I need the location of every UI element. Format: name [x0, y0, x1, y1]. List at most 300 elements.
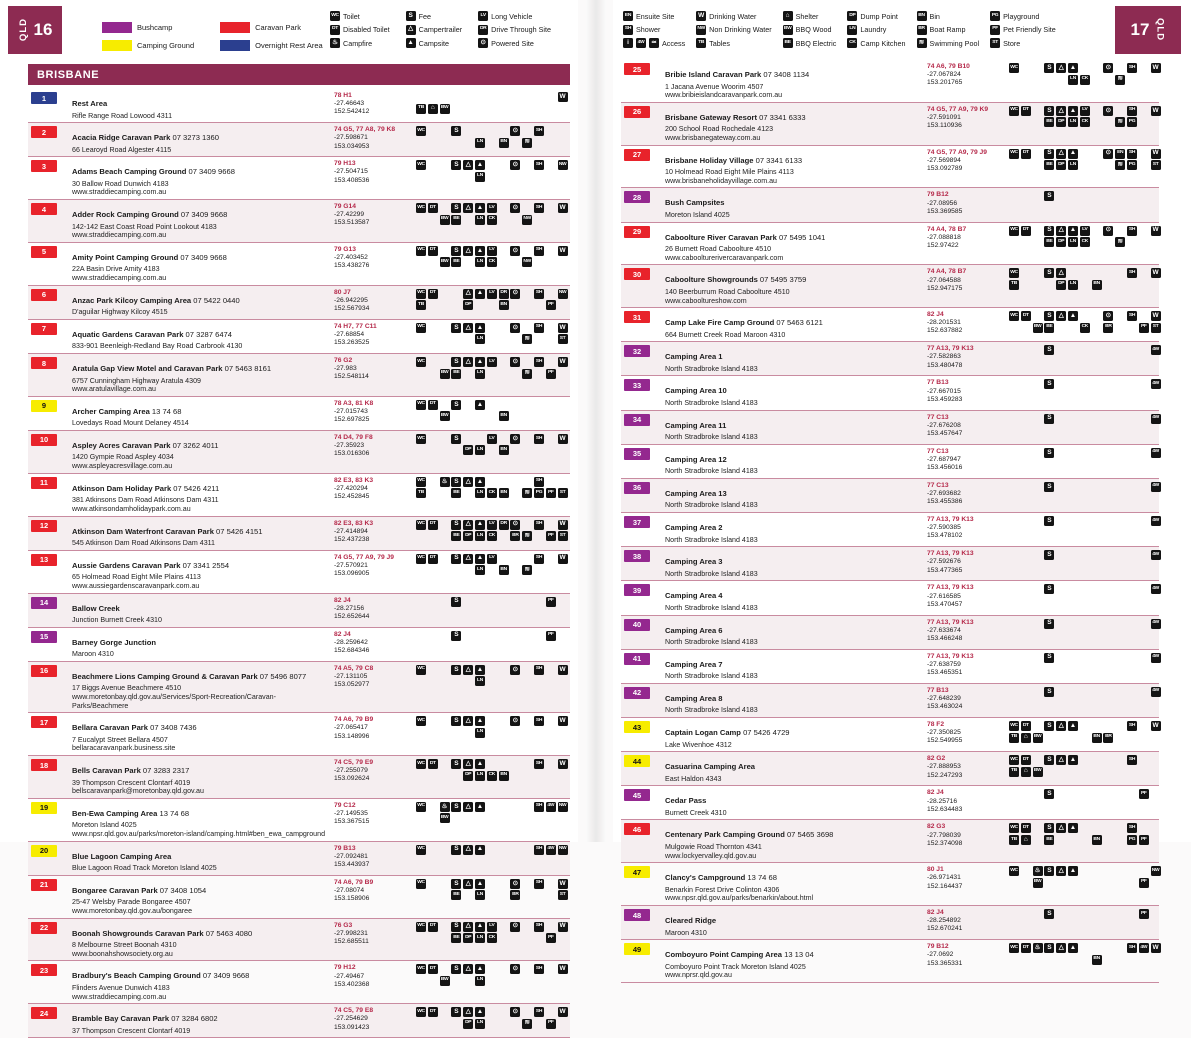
store-icon: ST	[558, 531, 568, 541]
entry-website: www.brisbaneholidayvillage.com.au	[665, 176, 777, 185]
entry-info	[72, 202, 330, 240]
entry-number-badge: 40	[624, 619, 650, 631]
long-vehicle-icon: LV	[487, 520, 497, 530]
toilet-icon: WC	[1009, 823, 1019, 833]
toilet-icon: WC	[416, 922, 426, 932]
swimming-pool-icon: ≋	[522, 138, 532, 148]
entry-longitude: 152.247293	[927, 771, 963, 779]
non-drinking-water-icon: NW	[558, 160, 568, 170]
playground-icon: PG	[1127, 835, 1137, 845]
entry-name-line	[72, 759, 330, 779]
entry-ref	[334, 91, 412, 117]
entry-info	[72, 1006, 330, 1035]
toilet-icon: WC	[416, 160, 426, 170]
disabled-toilet-icon: DT	[428, 246, 438, 256]
entry-address: Lake Wivenhoe 4312	[665, 740, 732, 749]
entry-facility-icons	[1009, 190, 1159, 219]
entry-mapref: 78 F2	[927, 721, 945, 729]
entry-name: Camp Lake Fire Camp Ground	[665, 318, 775, 328]
bbq-electric-icon: BE	[783, 38, 793, 48]
entry-address: Lovedays Road Mount Delaney 4514	[72, 419, 189, 428]
entry-name-line	[72, 323, 330, 343]
entry-ref	[334, 356, 412, 382]
laundry-icon: LN	[475, 257, 485, 267]
entry-facility-icons	[1009, 583, 1159, 612]
entry-ref	[334, 288, 412, 314]
powered-icon: ⊙	[510, 203, 520, 213]
caravan-color-chip	[220, 22, 250, 33]
pet-friendly-icon: PF	[546, 531, 556, 541]
fee-icon: S	[451, 434, 461, 444]
powered-icon: ⊙	[510, 665, 520, 675]
drinking-water-icon: W	[1151, 721, 1161, 731]
toilet-icon: WC	[1009, 63, 1019, 73]
powered-icon: ⊙	[478, 38, 488, 48]
legend-color-item	[220, 21, 323, 34]
entry-ref	[334, 245, 412, 271]
entry-address: Mulgowie Road Thornton 4341	[665, 843, 762, 851]
entry-address: North Stradbroke Island 4183	[665, 569, 758, 578]
disabled-toilet-icon: DT	[1021, 311, 1031, 321]
legend-icon-label: Bin	[929, 11, 940, 21]
entry-longitude: 152.374098	[927, 839, 963, 847]
listing-row	[621, 376, 1159, 410]
entry-number-badge: 27	[624, 149, 650, 161]
playground-icon: PG	[990, 11, 1000, 21]
entry-facility-icons	[1009, 720, 1159, 749]
campsite-icon: ▲	[475, 357, 485, 367]
laundry-icon: LN	[475, 215, 485, 225]
campsite-icon: ▲	[1068, 755, 1078, 765]
entry-mapref: 74 G5, 77 A9, 79 J9	[927, 148, 987, 156]
entry-address: 25-47 Welsby Parade Bongaree 4507	[72, 898, 191, 907]
entry-ref	[927, 788, 1005, 814]
entry-longitude: 153.365331	[927, 959, 963, 967]
entry-website: www.npsr.qld.gov.au/parks/benarkin/about.html	[665, 894, 814, 903]
laundry-icon: LN	[475, 976, 485, 986]
drinking-water-icon: W	[696, 11, 706, 21]
disabled-toilet-icon: DT	[428, 520, 438, 530]
entry-phone: 13 74 68	[149, 406, 182, 416]
legend-icon-item	[696, 11, 771, 21]
swimming-pool-icon: ≋	[522, 531, 532, 541]
entry-longitude: 153.459283	[927, 395, 963, 403]
campsite-icon: ▲	[1068, 226, 1078, 236]
entry-mapref: 74 A5, 79 C8	[334, 664, 374, 672]
entry-number-badge: 31	[624, 311, 650, 323]
entry-mapref: 82 J4	[927, 909, 944, 917]
campertrailer-icon: △	[463, 716, 473, 726]
camp-kitchen-icon: CK	[487, 257, 497, 267]
entry-longitude: 153.465351	[927, 669, 963, 677]
entry-facility-icons	[416, 433, 570, 471]
entry-latitude: -27.08074	[334, 886, 365, 894]
powered-icon: ⊙	[510, 520, 520, 530]
entry-ref	[334, 596, 412, 622]
boat-ramp-icon: BR	[917, 25, 927, 35]
listing-row	[28, 517, 570, 551]
entry-facility-icons	[416, 476, 570, 514]
entry-name-line	[72, 357, 330, 377]
legend-icon-label: BBQ Electric	[795, 38, 837, 48]
entry-name: Anzac Park Kilcoy Camping Area	[72, 295, 192, 305]
campfire-icon: ♨	[1033, 866, 1043, 876]
entry-mapref: 79 H12	[334, 964, 356, 972]
fee-icon: S	[1044, 909, 1054, 919]
campsite-icon: ▲	[406, 38, 416, 48]
fee-icon: S	[1044, 721, 1054, 731]
entry-facility-icons	[1009, 62, 1159, 100]
fee-icon: S	[1044, 866, 1054, 876]
entry-ref	[334, 715, 412, 741]
entry-info	[665, 447, 923, 476]
entry-latitude: -28.25716	[927, 797, 958, 805]
entry-phone: 07 3273 1360	[170, 133, 219, 143]
fee-icon: S	[451, 1007, 461, 1017]
entry-mapref: 82 G2	[927, 755, 946, 763]
legend-icon-column	[917, 11, 980, 48]
entry-info	[72, 553, 330, 591]
fee-icon: S	[1044, 149, 1054, 159]
fee-icon: S	[1044, 550, 1054, 560]
listing-row	[621, 479, 1159, 513]
entry-phone: 07 3341 6333	[757, 112, 806, 122]
entry-facility-icons	[416, 801, 570, 839]
listing-row	[621, 786, 1159, 820]
campertrailer-icon: △	[1056, 823, 1066, 833]
drinking-water-icon: W	[558, 246, 568, 256]
entry-longitude: 153.478102	[927, 532, 963, 540]
campertrailer-icon: △	[463, 520, 473, 530]
entry-facility-icons	[1009, 549, 1159, 578]
entry-website: www.bribieislandcaravanpark.com.au	[665, 91, 783, 100]
entry-number-badge: 30	[624, 268, 650, 280]
campfire-icon: ♨	[1033, 943, 1043, 953]
entry-longitude: 153.457647	[927, 429, 963, 437]
entry-number-badge: 47	[624, 866, 650, 878]
powered-icon: ⊙	[510, 246, 520, 256]
entry-website: www.npsr.qld.gov.au/parks/moreton-island/camping.html#ben_ewa_campground	[72, 830, 326, 839]
legend-icon-column	[990, 11, 1056, 48]
entry-name-line	[72, 246, 330, 266]
entry-latitude: -27.68854	[334, 331, 365, 339]
legend-icon-label: Access	[662, 38, 686, 48]
legend-icon-label: Camp Kitchen	[860, 38, 906, 48]
legend-icon-item	[623, 25, 685, 35]
entry-ref	[334, 801, 412, 827]
entry-name: Caboolture River Caravan Park	[665, 232, 777, 242]
disabled-toilet-icon: DT	[1021, 721, 1031, 731]
entry-phone: 07 3284 6802	[169, 1014, 218, 1024]
entry-phone: 07 3408 1054	[157, 885, 207, 895]
pet-friendly-icon: PF	[1139, 323, 1149, 333]
toilet-icon: WC	[1009, 149, 1019, 159]
playground-icon: PG	[1127, 160, 1137, 170]
pet-friendly-icon: PF	[546, 1019, 556, 1029]
shower-icon: SH	[534, 357, 544, 367]
fee-icon: S	[451, 597, 461, 607]
entry-facility-icons	[1009, 481, 1159, 510]
entry-address: North Stradbroke Island 4183	[665, 638, 758, 647]
entry-name: Rest Area	[72, 99, 108, 108]
rest-color-chip	[220, 40, 250, 51]
entry-longitude: 153.480478	[927, 361, 963, 369]
entry-name-line	[665, 106, 923, 126]
shelter-icon: ⌂	[1021, 767, 1031, 777]
powered-icon: ⊙	[1103, 106, 1113, 116]
listing-row	[28, 961, 570, 1004]
entry-phone: 07 3408 1134	[761, 70, 810, 79]
entry-name: Centenary Park Camping Ground	[665, 830, 785, 840]
shower-icon: SH	[534, 477, 544, 487]
entry-mapref: 78 A3, 81 K8	[334, 399, 374, 407]
entry-info	[665, 267, 923, 305]
drinking-water-icon: W	[558, 357, 568, 367]
drinking-water-icon: W	[558, 203, 568, 213]
entry-info	[72, 664, 330, 710]
disabled-toilet-icon: DT	[1021, 755, 1031, 765]
non-drinking-water-icon: NW	[558, 802, 568, 812]
bin-icon: BN	[917, 11, 927, 21]
entry-name-line	[665, 909, 923, 929]
store-icon: ST	[558, 488, 568, 498]
laundry-icon: LN	[1068, 160, 1078, 170]
page-gutter	[586, 0, 606, 842]
toilet-icon: WC	[416, 716, 426, 726]
toilet-icon: WC	[416, 802, 426, 812]
entry-ref	[334, 963, 412, 989]
legend-icon-item	[847, 38, 905, 48]
entry-name: Cedar Pass	[665, 796, 707, 806]
listing-row	[28, 876, 570, 919]
legend-icon-column	[847, 11, 905, 48]
fee-icon: S	[451, 631, 461, 641]
entry-name: Camping Area 2	[665, 523, 723, 533]
entry-website: www.aussiegardenscaravanpark.com.au	[72, 581, 200, 590]
fee-icon: S	[1044, 268, 1054, 278]
drinking-water-icon: W	[558, 434, 568, 444]
entry-facility-icons	[416, 288, 570, 317]
entry-name-line	[72, 665, 330, 685]
entry-website: www.aratulavillage.com.au	[72, 385, 156, 394]
entry-info	[665, 225, 923, 263]
campsite-icon: ▲	[1068, 866, 1078, 876]
shower-icon: SH	[1127, 311, 1137, 321]
long-vehicle-icon: LV	[487, 922, 497, 932]
legend-icon-item	[330, 11, 390, 21]
listing-row	[621, 445, 1159, 479]
entry-info	[72, 878, 330, 916]
powered-icon: ⊙	[510, 964, 520, 974]
bin-icon: BN	[1092, 280, 1102, 290]
bbq-wood-icon: BW	[1033, 323, 1043, 333]
entry-info	[665, 378, 923, 407]
entry-name: Atkinson Dam Holiday Park	[72, 483, 172, 493]
pet-friendly-icon: PF	[546, 488, 556, 498]
entry-phone: 07 5495 3759	[757, 275, 807, 285]
bbq-electric-icon: BE	[451, 890, 461, 900]
entry-longitude: 153.034953	[334, 142, 370, 150]
entry-ref	[927, 225, 1005, 251]
campertrailer-icon: △	[463, 160, 473, 170]
pet-friendly-icon: PF	[990, 25, 1000, 35]
entry-number-badge: 41	[624, 653, 650, 665]
legend-icon-item	[847, 11, 905, 21]
entry-info	[665, 310, 923, 339]
entry-address: 142-142 East Coast Road Point Lookout 4183	[72, 222, 217, 231]
drinking-water-icon: W	[558, 665, 568, 675]
campertrailer-icon: △	[463, 289, 473, 299]
entry-ref	[927, 822, 1005, 848]
legend-color-label: Bushcamp	[137, 23, 173, 32]
laundry-icon: LN	[475, 138, 485, 148]
entry-name: Casuarina Camping Area	[665, 762, 756, 772]
campertrailer-icon: △	[463, 246, 473, 256]
entry-facility-icons	[1009, 378, 1159, 407]
legend-color-item	[102, 39, 194, 52]
non-drinking-water-icon: NW	[522, 215, 532, 225]
entry-address: East Haldon 4343	[665, 774, 722, 783]
fee-icon: S	[451, 922, 461, 932]
laundry-icon: LN	[847, 25, 857, 35]
access-icon: 4W	[1151, 619, 1161, 629]
entry-number-badge: 29	[624, 226, 650, 238]
bbq-wood-icon: BW	[440, 813, 450, 823]
entry-ref	[927, 618, 1005, 644]
facility-icon-legend-left	[330, 11, 551, 48]
drinking-water-icon: W	[1151, 149, 1161, 159]
entry-latitude: -26.971431	[927, 874, 961, 882]
entry-mapref: 77 C13	[927, 413, 949, 421]
camp-kitchen-icon: CK	[847, 38, 857, 48]
entry-facility-icons	[1009, 618, 1159, 647]
listing-row	[621, 188, 1159, 222]
entry-ref	[334, 476, 412, 502]
entry-number-badge: 28	[624, 191, 650, 203]
pet-friendly-icon: PF	[546, 369, 556, 379]
legend-icon-item	[917, 25, 980, 35]
entry-facility-icons	[1009, 754, 1159, 783]
entry-mapref: 74 A6, 79 B9	[334, 716, 374, 724]
entry-ref	[927, 583, 1005, 609]
page-16	[0, 0, 578, 1035]
entry-mapref: 74 C5, 79 E8	[334, 1007, 374, 1015]
dump-point-icon: DP	[847, 11, 857, 21]
laundry-icon: LN	[475, 890, 485, 900]
entry-number-badge: 6	[31, 289, 57, 301]
legend-icon-label: Campsite	[418, 38, 449, 48]
legend-icon-item	[478, 38, 551, 48]
listing-row	[28, 89, 570, 123]
entry-number-badge: 10	[31, 434, 57, 446]
access-4wd-icon: 4W	[636, 38, 646, 48]
page-number: 17	[1130, 20, 1150, 39]
entry-latitude: -27.414894	[334, 527, 368, 535]
entry-phone: 07 3408 7436	[148, 723, 197, 733]
entry-address: North Stradbroke Island 4183	[665, 467, 758, 476]
legend-color-item	[220, 39, 323, 52]
campfire-icon: ♨	[440, 477, 450, 487]
entry-ref	[927, 865, 1005, 891]
fee-icon: S	[451, 879, 461, 889]
entry-phone: 07 3409 9668	[178, 210, 228, 220]
entry-facility-icons	[416, 519, 570, 548]
entry-info	[665, 413, 923, 442]
campsite-icon: ▲	[475, 759, 485, 769]
entry-facility-icons	[416, 758, 570, 796]
fee-icon: S	[451, 716, 461, 726]
listing-row	[28, 431, 570, 474]
listing-row	[28, 123, 570, 157]
tables-icon: TB	[416, 300, 426, 310]
legend-icon-label: Drive Through Site	[491, 25, 551, 34]
listing-table-right	[621, 60, 1159, 983]
disabled-toilet-icon: DT	[428, 554, 438, 564]
laundry-icon: LN	[475, 771, 485, 781]
entry-name-line	[72, 922, 330, 942]
entry-info	[72, 245, 330, 283]
entry-latitude: -27.149535	[334, 810, 368, 818]
entry-address: 200 School Road Rochedale 4123	[665, 125, 774, 134]
entry-phone: 07 3409 9668	[178, 252, 227, 262]
drinking-water-icon: W	[558, 520, 568, 530]
shower-icon: SH	[534, 759, 544, 769]
drive-through-icon: DR	[499, 289, 509, 299]
toilet-icon: WC	[1009, 106, 1019, 116]
entry-name-line	[665, 516, 923, 536]
listing-row	[28, 157, 570, 200]
entry-ref	[927, 754, 1005, 780]
entry-latitude: -27.667015	[927, 387, 961, 395]
entry-mapref: 77 A13, 79 K13	[927, 584, 974, 592]
entry-mapref: 82 J4	[334, 630, 351, 638]
legend-color-item	[102, 21, 194, 34]
entry-number-badge: 46	[624, 823, 650, 835]
shower-icon: SH	[534, 126, 544, 136]
entry-latitude: -27.648239	[927, 695, 961, 703]
entry-info	[72, 356, 330, 394]
tables-icon: TB	[416, 488, 426, 498]
entry-info	[665, 865, 923, 903]
entry-latitude: -27.693682	[927, 490, 961, 498]
drinking-water-icon: W	[558, 554, 568, 564]
entry-mapref: 79 B12	[927, 191, 949, 199]
entry-ref	[927, 62, 1005, 88]
entry-info	[665, 481, 923, 510]
entry-phone: 13 74 68	[745, 873, 777, 883]
entry-address: 140 Beerburrum Road Caboolture 4510	[665, 287, 790, 296]
entry-name: Camping Area 8	[665, 693, 723, 703]
legend-icon-item	[623, 11, 685, 21]
campertrailer-icon: △	[463, 323, 473, 333]
entry-info	[665, 618, 923, 647]
toilet-icon: WC	[1009, 721, 1019, 731]
entry-longitude: 152.548114	[334, 373, 369, 381]
entry-longitude: 153.096905	[334, 570, 370, 578]
shower-icon: SH	[534, 160, 544, 170]
entry-facility-icons	[416, 921, 570, 959]
entry-ref	[927, 378, 1005, 404]
entry-name: Bongaree Caravan Park	[72, 885, 158, 895]
entry-longitude: 153.369585	[927, 207, 963, 215]
entry-phone: 07 5496 8077	[257, 671, 307, 681]
shelter-icon: ⌂	[1021, 835, 1031, 845]
entry-name: Cleared Ridge	[665, 916, 717, 926]
ensuite-icon: EN	[1115, 149, 1125, 159]
entry-ref	[334, 433, 412, 459]
entry-mapref: 77 A13, 79 K13	[927, 516, 974, 524]
bin-icon: BN	[499, 565, 509, 575]
